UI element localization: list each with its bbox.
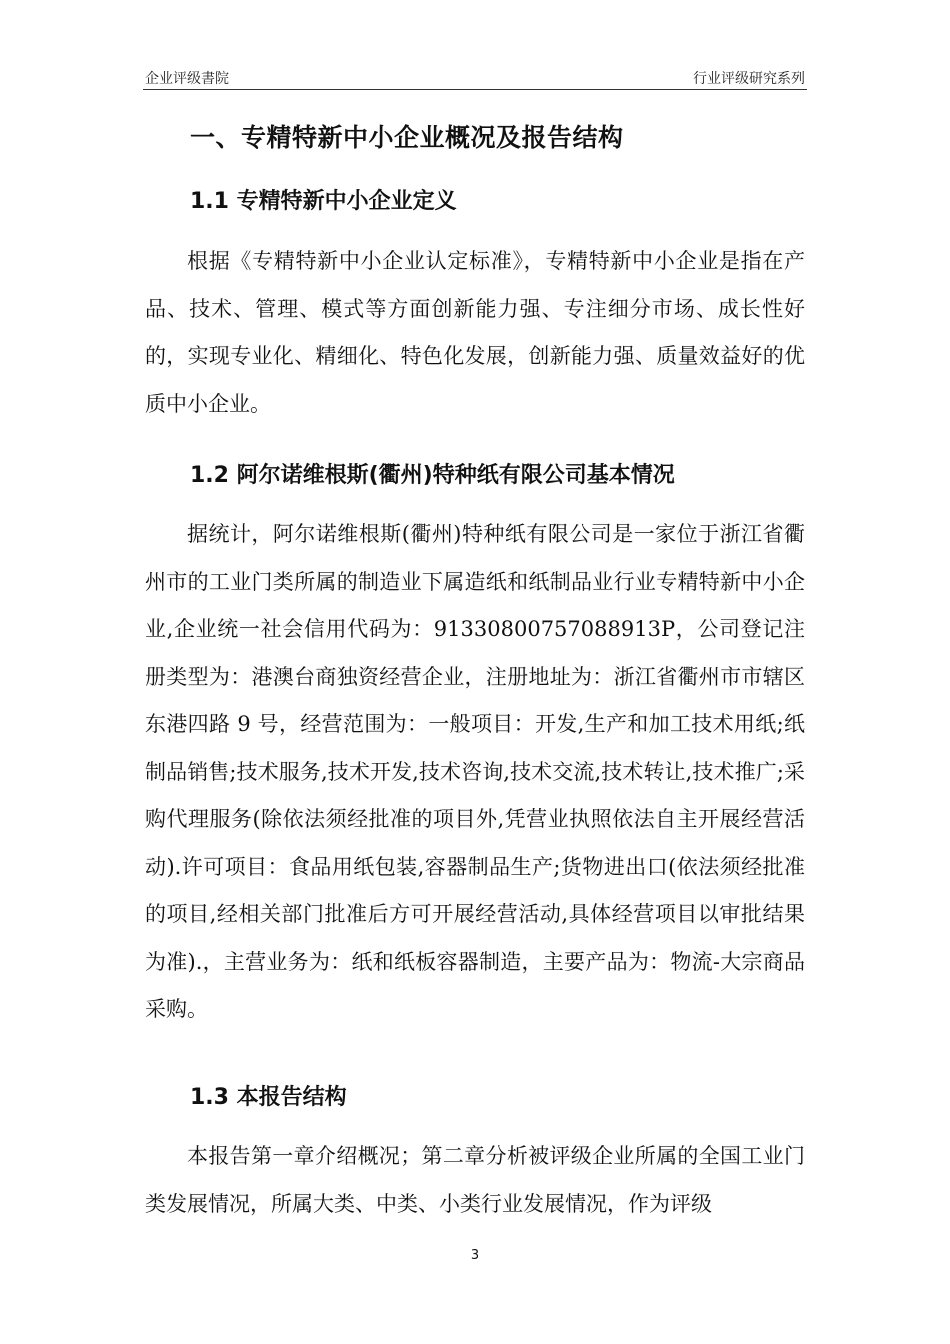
section-paragraph-1-3: 本报告第一章介绍概况；第二章分析被评级企业所属的全国工业门类发展情况，所属大类、中类、小类行业发展情况，作为评级 (145, 1144, 805, 1216)
section-heading-1-2: 1.2 阿尔诺维根斯(衢州)特种纸有限公司基本情况 (190, 463, 675, 488)
header-right-title: 行业评级研究系列 (693, 71, 805, 87)
section-paragraph-1-2: 据统计，阿尔诺维根斯(衢州)特种纸有限公司是一家位于浙江省衢州市的工业门类所属的制造业下属造纸和纸制品业行业专精特新中小企业,企业统一社会信用代码为：91330800757088913P，公司登记注册类型为：港澳台商独资经营企业，注册地址为：浙江省衢州市市辖区东港四路 9 号，经营范围为：一般项目：开发,生产和加工技术用纸;纸制品销售;技术服务,技术开发,技术咨询,技术交流,技术转让,技术推广;采购代理服务(除依法须经批准的项目外,凭营业执照依法自主开展经营活动).许可项目：食品用纸包装,容器制品生产;货物进出口(依法须经批准的项目,经相关部门批准后方可开展经营活动,具体经营项目以审批结果为准).，主营业务为：纸和纸板容器制造，主要产品为：物流-大宗商品采购。 (145, 522, 805, 1021)
section-heading-1-3: 1.3 本报告结构 (190, 1085, 347, 1110)
page-number: 3 (470, 1248, 480, 1263)
chapter-title: 一、专精特新中小企业概况及报告结构 (190, 123, 624, 152)
header-left-title: 企业评级書院 (145, 71, 229, 87)
header-divider (143, 89, 807, 90)
section-paragraph-1-1: 根据《专精特新中小企业认定标准》，专精特新中小企业是指在产品、技术、管理、模式等方面创新能力强、专注细分市场、成长性好的，实现专业化、精细化、特色化发展，创新能力强、质量效益好的优质中小企业。 (145, 249, 805, 416)
section-heading-1-1: 1.1 专精特新中小企业定义 (190, 189, 457, 214)
